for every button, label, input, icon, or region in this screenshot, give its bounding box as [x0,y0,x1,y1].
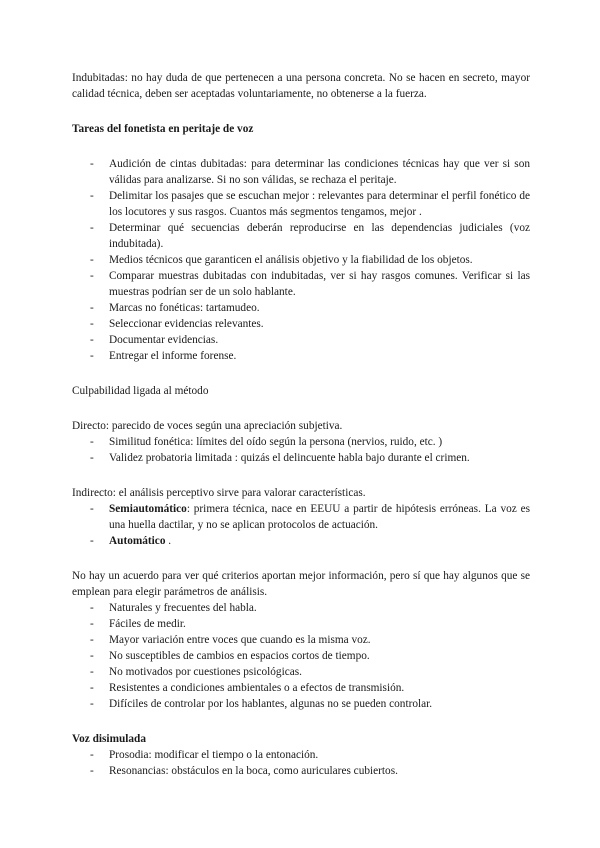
list-item: - Resistentes a condiciones ambientales o a efectos de transmisión. [72,680,530,696]
tareas-list [72,156,530,364]
list-item: - Comparar muestras dubitadas con indubitadas, ver si hay rasgos comunes. Verificar si las muestras podrían ser de un solo hablante. [72,268,530,300]
list-item: - Determinar qué secuencias deberán reproducirse en las dependencias judiciales (voz indubitada). [72,220,530,252]
document-page [72,70,530,779]
semiautomatico-text: : primera técnica, nace en EEUU a partir de hipótesis erróneas. La voz es una huella dactilar, y no se aplican protocolos de actuación. [109,503,530,531]
criterios-intro: No hay un acuerdo para ver qué criterios aportan mejor información, pero sí que hay algunos que se emplean para elegir parámetros de análisis. [72,570,530,598]
list-item: - Prosodia: modificar el tiempo o la entonación. [72,747,530,763]
automatico-text: . [165,535,172,547]
tareas-heading: Tareas del fonetista en peritaje de voz [72,123,254,135]
list-item: - Marcas no fonéticas: tartamudeo. [72,300,530,316]
intro-paragraph: Indubitadas: no hay duda de que pertenecen a una persona concreta. No se hacen en secreto, mayor calidad técnica, deben ser aceptadas voluntariamente, no obtenerse a la fuerza. [72,72,530,100]
list-item: - Medios técnicos que garanticen el análisis objetivo y la fiabilidad de los objetos. [72,252,530,268]
list-item: - Entregar el informe forense. [72,348,530,364]
list-item [72,533,530,549]
list-item: - Resonancias: obstáculos en la boca, como auriculares cubiertos. [72,763,530,779]
semiautomatico-term: Semiautomático [109,503,187,515]
voz-disimulada-list [72,747,530,779]
indirecto-list [72,501,530,549]
culpabilidad-heading: Culpabilidad ligada al método [72,385,209,397]
list-item: - Similitud fonética: límites del oído según la persona (nervios, ruido, etc. ) [72,434,530,450]
list-item: - Delimitar los pasajes que se escuchan mejor : relevantes para determinar el perfil fonético de los locutores y sus rasgos. Cuantos más segmentos tengamos, mejor . [72,188,530,220]
voz-disimulada-heading: Voz disimulada [72,733,146,745]
directo-list [72,434,530,466]
indirecto-intro: Indirecto: el análisis perceptivo sirve para valorar características. [72,487,366,499]
list-item: - Documentar evidencias. [72,332,530,348]
list-item: - Mayor variación entre voces que cuando es la misma voz. [72,632,530,648]
list-item [72,501,530,533]
automatico-term: Automático [109,535,166,547]
list-item: - Naturales y frecuentes del habla. [72,600,530,616]
list-item: - No motivados por cuestiones psicológicas. [72,664,530,680]
list-item: - Validez probatoria limitada : quizás el delincuente habla bajo durante el crimen. [72,450,530,466]
list-item: - Audición de cintas dubitadas: para determinar las condiciones técnicas hay que ver si son válidas para analizarse. Si no son válidas, se rechaza el peritaje. [72,156,530,188]
list-item: - Seleccionar evidencias relevantes. [72,316,530,332]
list-item: - Difíciles de controlar por los hablantes, algunas no se pueden controlar. [72,696,530,712]
list-item: - Fáciles de medir. [72,616,530,632]
directo-intro: Directo: parecido de voces según una apreciación subjetiva. [72,420,343,432]
criterios-list [72,600,530,712]
list-item: - No susceptibles de cambios en espacios cortos de tiempo. [72,648,530,664]
